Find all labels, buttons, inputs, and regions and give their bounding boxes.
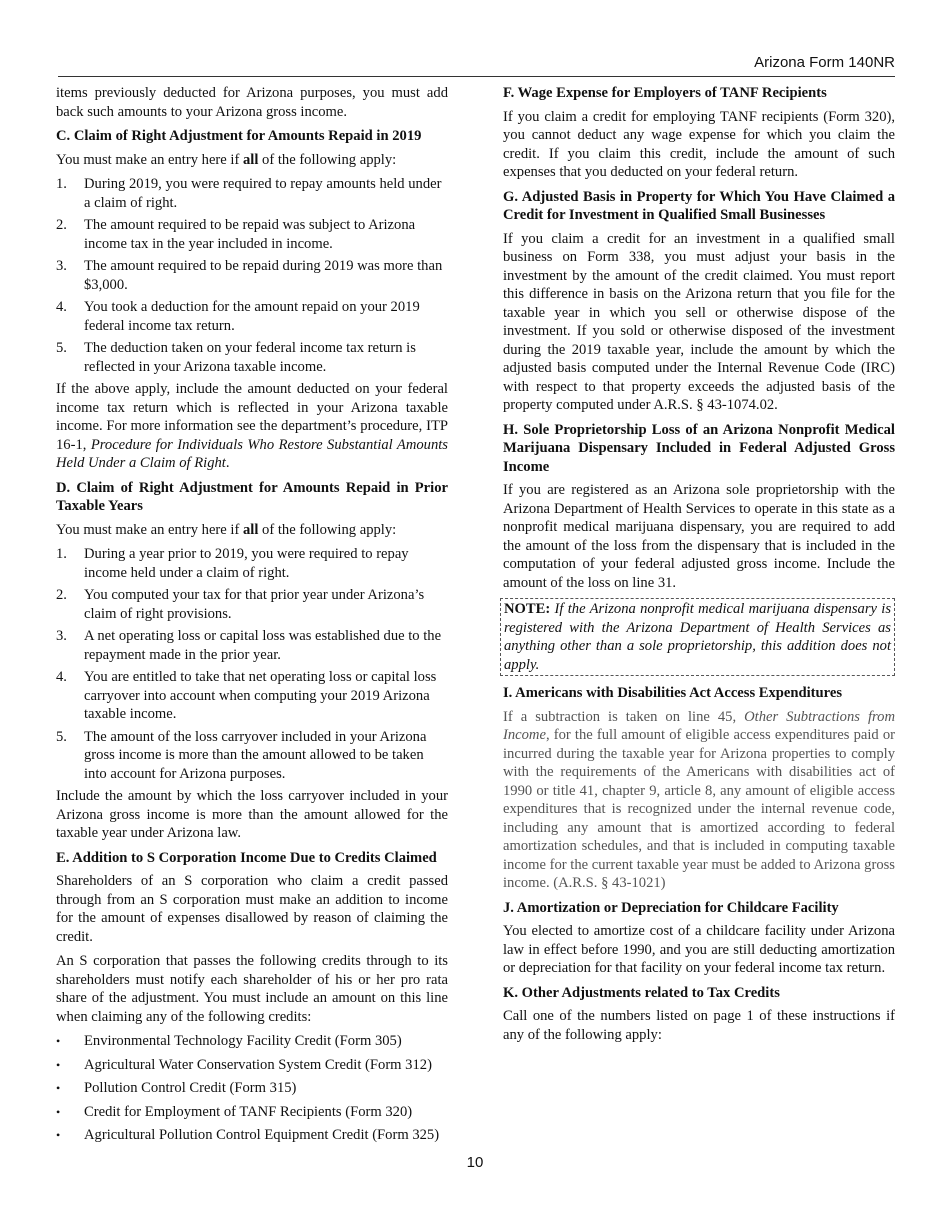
list-item: • Credit for Employment of TANF Recipients (Form 320) [56, 1103, 413, 1120]
section-e-paragraph-2: An S corporation that passes the following credits through to its shareholders must notify each shareholder of his or her pro rata share of the adjustment. You must include an amount on this line when claiming any of the following credits: [56, 953, 448, 1025]
section-h-paragraph: If you are registered as an Arizona sole proprietorship with the Arizona Department of Health Services to operate in this state as a nonprofit medical marijuana dispensary, you are required to add the amount of the loss from the dispensary that is included in the computation of your federal adjusted gross income. Include the amount of the loss on line 31. [503, 482, 895, 591]
section-j-heading: J. Amortization or Depreciation for Childcare Facility [503, 899, 839, 916]
note-box [500, 598, 895, 676]
page-header [58, 54, 895, 77]
section-k-paragraph: Call one of the numbers listed on page 1 of these instructions if any of the following apply: [503, 1008, 895, 1043]
list-item: 4. You took a deduction for the amount repaid on your 2019 federal income tax return. [56, 299, 420, 334]
credits-list [56, 1032, 448, 1145]
section-f-heading: F. Wage Expense for Employers of TANF Recipients [503, 85, 827, 101]
section-k-heading: K. Other Adjustments related to Tax Credits [503, 984, 780, 1001]
section-j-paragraph: You elected to amortize cost of a childcare facility under Arizona law in effect before 1990, and you are still deducting amortization or depreciation for that facility on your federal income tax return. [503, 923, 895, 976]
section-d-heading: D. Claim of Right Adjustment for Amounts Repaid in Prior Taxable Years [56, 479, 448, 514]
continued-paragraph: items previously deducted for Arizona purposes, you must add back such amounts to your Arizona gross income. [56, 85, 448, 120]
bullet-icon: • [56, 1034, 61, 1048]
left-column [56, 84, 448, 1150]
section-g-heading: G. Adjusted Basis in Property for Which You Have Claimed a Credit for Investment in Qualified Small Businesses [503, 188, 895, 223]
right-column [503, 84, 895, 1050]
section-d-list [56, 545, 448, 783]
list-item: 5. The amount of the loss carryover included in your Arizona gross income is more than the amount allowed to be taken into account for Arizona purposes. [56, 728, 427, 782]
section-e-paragraph-1: Shareholders of an S corporation who claim a credit passed through from an S corporation must make an addition to income for the amount of expenses disallowed by reason of claiming the credit. [56, 873, 448, 945]
list-item: • Environmental Technology Facility Credit (Form 305) [56, 1033, 402, 1049]
section-c-intro: You must make an entry here if all of the following apply: [56, 151, 397, 168]
section-d-intro: You must make an entry here if all of the following apply: [56, 521, 397, 538]
list-item: 2. The amount required to be repaid was subject to Arizona income tax in the year included in income. [56, 217, 416, 252]
note-text: If the Arizona nonprofit medical marijuana dispensary is registered with the Arizona Department of Health Services as anything other than a sole proprietorship, this addition does not apply. [504, 601, 891, 673]
section-h-heading: H. Sole Proprietorship Loss of an Arizona Nonprofit Medical Marijuana Dispensary Included in Federal Adjusted Gross Income [503, 421, 895, 475]
list-item: 2. You computed your tax for that prior year under Arizona’s claim of right provisions. [56, 587, 425, 622]
bullet-icon: • [56, 1128, 61, 1142]
section-c-list [56, 175, 448, 376]
list-item: 4. You are entitled to take that net operating loss or capital loss carryover into account when computing your 2019 Arizona taxable income. [56, 669, 437, 722]
section-c-paragraph: If the above apply, include the amount deducted on your federal income tax return which is reflected in your Arizona taxable income. For more information see the department’s procedure, ITP 16-1, Procedure for Individuals Who Restore Substantial Amounts Held Under a Claim of Right. [56, 381, 448, 471]
bullet-icon: • [56, 1081, 61, 1095]
list-item: • Pollution Control Credit (Form 315) [56, 1080, 297, 1096]
page-number: 10 [466, 1154, 484, 1171]
list-item: • Agricultural Water Conservation System Credit (Form 312) [56, 1056, 432, 1073]
list-item: 3. A net operating loss or capital loss was established due to the repayment made in the prior year. [56, 628, 442, 663]
bullet-icon: • [56, 1104, 61, 1119]
section-i-heading: I. Americans with Disabilities Act Access Expenditures [503, 685, 843, 701]
note-label: NOTE: [504, 601, 551, 617]
list-item: • Agricultural Pollution Control Equipment Credit (Form 325) [56, 1127, 440, 1143]
bullet-icon: • [56, 1057, 61, 1072]
section-d-paragraph: Include the amount by which the loss carryover included in your Arizona gross income is more than the amount allowed for the taxable year under Arizona law. [56, 788, 448, 841]
list-item: 5. The deduction taken on your federal income tax return is reflected in your Arizona taxable income. [56, 340, 416, 375]
section-c-heading: C. Claim of Right Adjustment for Amounts Repaid in 2019 [56, 128, 422, 144]
list-item: 1. During a year prior to 2019, you were required to repay income held under a claim of right. [56, 546, 409, 581]
section-e-heading: E. Addition to S Corporation Income Due to Credits Claimed [56, 849, 437, 866]
list-item: 3. The amount required to be repaid during 2019 was more than $3,000. [56, 258, 443, 293]
section-i-paragraph: If a subtraction is taken on line 45, Other Subtractions from Income, for the full amount of eligible access expenditures paid or incurred during the taxable year for Arizona properties to comply with the requirements of the Americans with disabilities act of 1990 or title 41, chapter 9, article 8, any amount of eligible access expenditures that is recognized under the internal revenue code, including any amount that is amortized according to federal amortization schedules, and that is included in computing taxable income for the current taxable year must be added to Arizona gross income. (A.R.S. § 43-1021) [503, 708, 895, 891]
form-title: Arizona Form 140NR [754, 54, 895, 71]
list-item: 1. During 2019, you were required to repay amounts held under a claim of right. [56, 176, 442, 211]
section-f-paragraph: If you claim a credit for employing TANF recipients (Form 320), you cannot deduct any wage expense for which you claim the credit. If you claim this credit, include the amount of such expenses that you deducted on your federal return. [503, 108, 895, 180]
section-g-paragraph: If you claim a credit for an investment in a qualified small business on Form 338, you must adjust your basis in the investment by the amount of the credit claimed. You must report this difference in basis on the Arizona return that you file for the taxable year in which you sell or otherwise dispose of the investment. If you sold or otherwise disposed of the investment during the 2019 taxable year, include the amount by which the adjusted basis computed under the Internal Revenue Code (IRC) with respect to that property exceeds the adjusted basis of the property computed under A.R.S. § 43-1074.02. [503, 230, 895, 413]
